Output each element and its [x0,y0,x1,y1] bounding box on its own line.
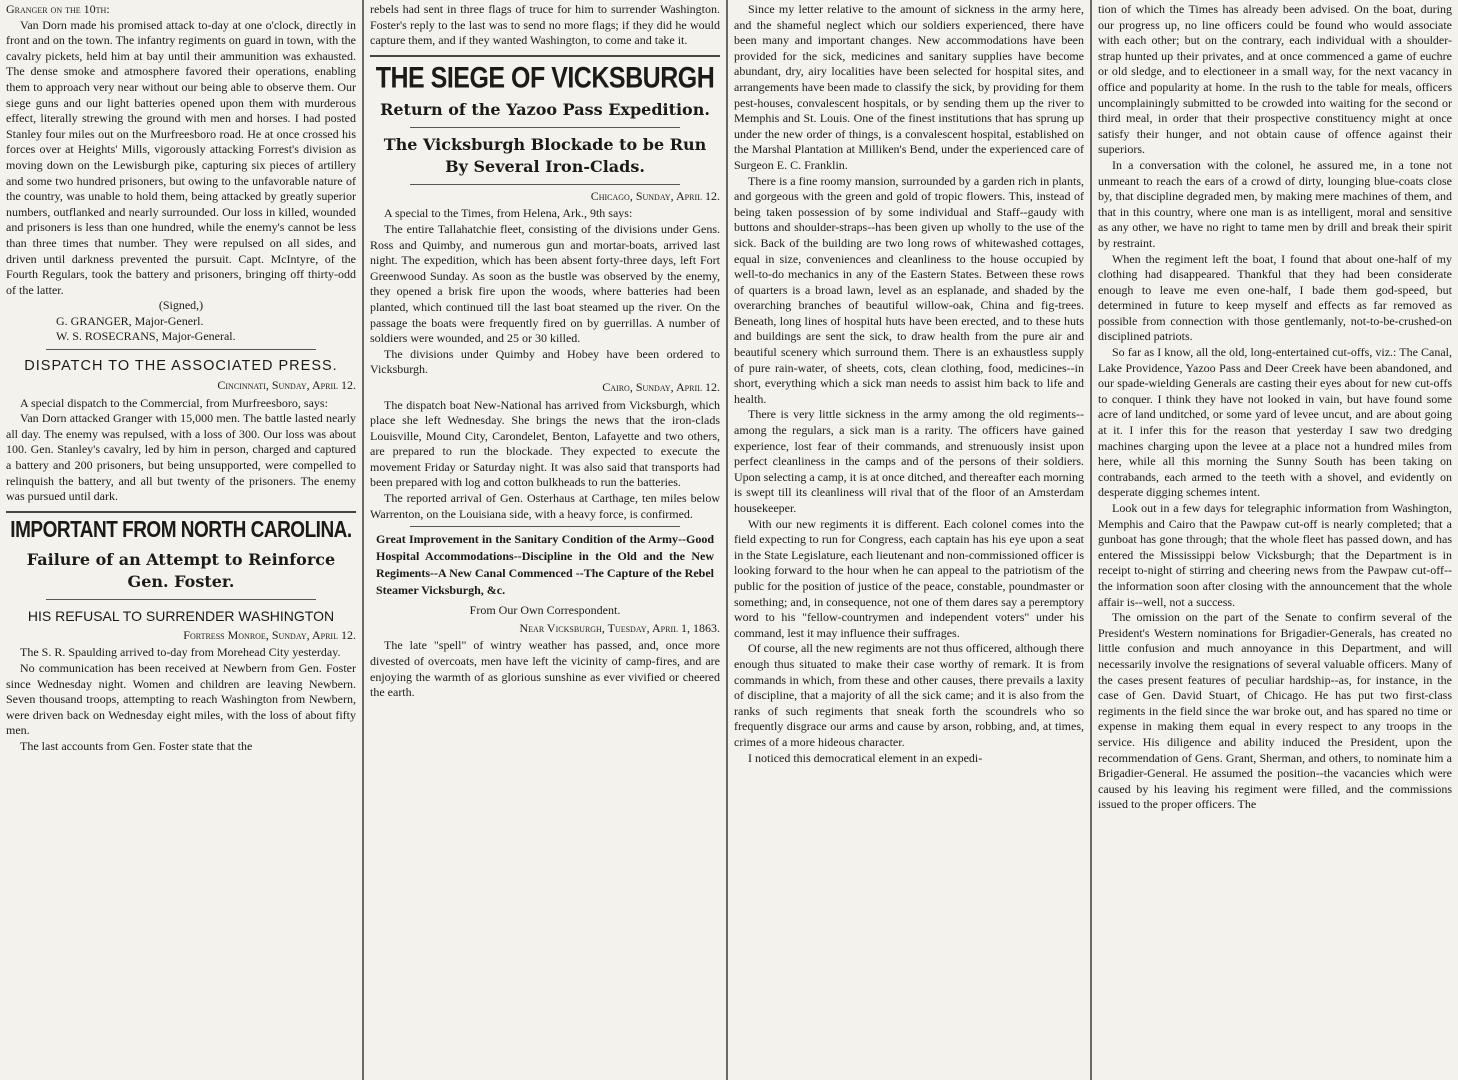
divider [6,511,356,513]
paragraph: With our new regiments it is different. Each colonel comes into the field expecting to run for Congress, each captain has his eye upon a seat in the State Legislature, each lieutenant and non-commissioned officer is looking forward to the hour when he can appeal to the patriotism of the public for the position of justice of the peace, constable, poundmaster or something; and, in consequence, not one of them dares say a peremptory word to his "fellow-countrymen and independent voters" under his command, lest it may influence their suffrages. [734,516,1084,640]
paragraph: So far as I know, all the old, long-entertained cut-offs, viz.: The Canal, Lake Providence, Yazoo Pass and Deer Creek have been abandoned, and our spade-wielding Generals are casting their eyes about for new cut-offs to conquer. I think they have not looked in vain, but have found some acre of land unditched, or some yard of levee uncut, and are about going at it. I infer this for the reason that yesterday I saw two dredging machines charging upon the levee at a place not a hundred miles from here, while all this morning the Sunny South has been taking on contrabands, each armed to the teeth with a shovel, and evidently on desperate digging schemes intent. [1098,345,1452,500]
subheadline-sanitary: Great Improvement in the Sanitary Condition of the Army--Good Hospital Accommodations--Discipline in the Old and the New Regiments--A New Canal Commenced --The Capture of the Rebel Steamer Vicksburgh, &c. [376,532,714,598]
paragraph: The reported arrival of Gen. Osterhaus at Carthage, ten miles below Warrenton, on the Louisiana side, with a heavy force, is confirmed. [370,491,720,521]
divider [46,349,316,350]
divider [410,526,680,527]
paragraph: A special dispatch to the Commercial, from Murfreesboro, says: [20,395,328,410]
paragraph: Van Dorn made his promised attack to-day at one o'clock, directly in front and on the town. The infantry regiments on guard in town, with the cavalry pickets, held him at bay until their ammunition was exhausted. The dense smoke and atmosphere favored their operations, enabling them to approach very near without our being able to observe them. Our siege guns and our light batteries opened upon them with murderous effect, literally strewing the ground with men and horses. I had posted Stanley four miles out on the Murfreesboro road. He at once crossed his forces over at Heights' Mills, vigorously attacking Forrest's division as moving down on the Lewisburgh pike, capturing six pieces of artillery and some two hundred prisoners, but owing to the unfavorable nature of the country, was unable to hold them, being attacked by greatly superior numbers, outflanked and nearly surrounded. Our loss in killed, wounded and prisoners is less than one hundred, while the enemy's cannot be less than three times that number. They were repulsed on all sides, and driven until darkness prevented the pursuit. Capt. McIntyre, of the Fourth Regulars, took the battery and prisoners, bringing off thirty-odd of the latter. [6,17,356,297]
paragraph: There is very little sickness in the army among the old regiments--among the regulars, a sick man is a rarity. The officers have gained experience, lost fear of their commands, and strenuously insist upon perfect cleanliness in the camps and of the persons of their soldiers. Upon selecting a camp, it is at once ditched, and thereafter each morning is swept till its cleanliness will rival that of the floor of an Amsterdam housekeeper. [734,407,1084,515]
paragraph: When the regiment left the boat, I found that about one-half of my clothing had disappeared. Thankful that they had been considerate enough to leave me even one-half, I bade them god-speed, but determined in future to keep myself and effects as far removed as possible from connection with those gentlemanly, not-to-be-crushed-on disciplined patriots. [1098,251,1452,344]
signed-note: (Signed,) [158,298,204,313]
paragraph: The late "spell" of wintry weather has passed, and, once more divested of overcoats, men have left the vicinity of camp-fires, and are enjoying the warmth of as glorious sunshine as ever vivified or cheered the earth. [370,638,720,700]
correspondent-line: From Our Own Correspondent. [469,603,621,618]
paragraph: The dispatch boat New-National has arrived from Vicksburgh, which place she left Wednesday. She brings the news that the iron-clads Louisville, Mound City, Carondelet, Benton, Lafayette and two others, are prepared to run the blockade. They expected to execute the movement Friday or Saturday night. It was also said that transports had been prepared with log and cotton bulkheads to run the batteries. [370,397,720,490]
dateline: Fortress Monroe, Sunday, April 12. [183,627,356,642]
paragraph: There is a fine roomy mansion, surrounded by a garden rich in plants, and gorgeous with the green and gold of tropic flowers. This, instead of being taken possession of by some individual and Staff--gaudy with buttons and shoulder-straps--has been given up wholly to the use of the sick. Back of the building are two long rows of whitewashed cottages, equal in size, conveniences and cleanliness to the house occupied by well-to-do mechanics in any of the Eastern States. Between these rows of quarters is a broad lawn, level as an esplanade, and shaded by the overarching branches of beautiful willow-oak, China and fig-trees. Beneath, long lines of hospital huts have been erected, and to these huts and buildings are sent the sick, to draw health from the pure air and beautiful scenery which surround them. There is an exhaustless supply of pure rain-water, of sheets, cots, clean clothing, food, medicines--in short, everything which a sick man needs to assist him back to life and health. [734,173,1084,406]
divider [410,184,680,185]
paragraph: rebels had sent in three flags of truce for him to surrender Washington. Foster's reply to the last was to send no more flags; if they did he would capture them, and if they wanted Washington, to come and take it. [370,2,720,48]
paragraph: The last accounts from Gen. Foster state that the [20,738,253,753]
paragraph: The divisions under Quimby and Hobey have been ordered to Vicksburgh. [370,346,720,377]
dateline: Cincinnati, Sunday, April 12. [217,378,356,393]
paragraph: The S. R. Spaulding arrived to-day from Morehead City yesterday. [20,645,341,660]
paragraph: tion of which the Times has already been advised. On the boat, during our progress up, no line officers could be found who would associate with each other; but on the contrary, each individual with a shoulder-strap hunted up their privates, and at once commenced a game of euchre or old sledge, and to electioneer in a small way, for the next vacancy in office and popularity at home. In the rush to the table for meals, officers uncomplainingly submitted to be crowded into waiting for the second or third meal, in order that their prospective constituency might at once satisfy their hunger, and not obtain cause of offence against their superiors. [1098,2,1452,157]
column-3 [728,0,1090,1080]
subheadline-failure: Failure of an Attempt to Reinforce Gen. Foster. [26,549,336,591]
paragraph: Since my letter relative to the amount of sickness in the army here, and the shameful neglect which our soldiers experienced, there have been many and important changes. New accommodations have been provided for the sick, medicines and sanitary supplies have become abundant, dry, airy localities have been selected for hospital sites, and arrangements have been made to classify the sick, by providing for them pest-houses, convalescent hospitals, or by sending them up the river to Memphis and St. Louis. One of the finest institutions that has sprung up under the new order of things, is a convalescent hospital, established on the Marshal Plantation at Milliken's Bend, under the experienced care of Surgeon E. C. Franklin. [734,2,1084,172]
headline-siege-of-vicksburgh: THE SIEGE OF VICKSBURGH [375,60,715,95]
paragraph: The omission on the part of the Senate to confirm several of the President's Western nominations for Brigadier-Generals, has created no little confusion and much annoyance in this Department, and will necessarily involve the resignations of several valuable officers. Many of the cases present features of peculiar hardship--as, for instance, in the case of Gen. David Stuart, of Chicago. He has put two first-class regiments in the field since the war broke out, and has spared no time or expense in making them equal in every respect to any troops in the service. His diligence and ability induced the President, upon the recommendation of Gens. Grant, Sherman, and others, to nominate him a Brigadier-General. He assumed the position--the vacancies which were caused by his leaving his regiment were filled, and the commissions issued to the proper officers. The [1098,610,1452,812]
paragraph: In a conversation with the colonel, he assured me, in a tone not unmeant to reach the ears of a crowd of dirty, lounging blue-coats close by, that discipline degraded men, by making mere machines of them, and that in this country, where one man is as intelligent, moral and sensitive as any other, we have no right to tame men by drill and break their spirit by restraint. [1098,157,1452,250]
headline-dispatch: DISPATCH TO THE ASSOCIATED PRESS. [24,358,338,375]
signature-granger: G. GRANGER, Major-Generl. [56,313,204,328]
dateline: Chicago, Sunday, April 12. [590,188,720,203]
paragraph: Van Dorn attacked Granger with 15,000 men. The battle lasted nearly all day. The enemy was repulsed, with a loss of 300. Our loss was about 100. Gen. Stanley's cavalry, led by him in person, charged and captured a battery and 200 prisoners, but being unsupported, were compelled to relinquish the battery, and all but twenty of the prisoners. The enemy was pursued until dark. [6,411,356,504]
subheadline-refusal: HIS REFUSAL TO SURRENDER WASHINGTON [27,607,335,624]
divider [370,55,720,57]
divider [46,599,316,600]
column-2 [364,0,726,1080]
subheadline-yazoo-pass: Return of the Yazoo Pass Expedition. [380,99,710,119]
divider [410,127,680,128]
column-1 [0,0,362,1080]
paragraph: Granger on the 10th: [6,2,110,16]
column-4 [1092,0,1458,1080]
subheadline-blockade: The Vicksburgh Blockade to be Run By Several Iron-Clads. [383,134,707,176]
dateline: Cairo, Sunday, April 12. [602,379,720,394]
paragraph: Of course, all the new regiments are not thus officered, although there enough thus situated to make their case worthy of remark. It is from commands in which, from these and other causes, there prevails a laxity of discipline, that a majority of all the sick came; and it is also from the ranks of such regiments that sneak forth the scoundrels who so frequently disgrace our arms and cause by arson, robbing, and, at times, crimes of a more hideous character. [734,641,1084,749]
signature-rosecrans: W. S. ROSECRANS, Major-General. [56,329,236,344]
dateline: Near Vicksburgh, Tuesday, April 1, 1863. [519,620,720,635]
paragraph: No communication has been received at Newbern from Gen. Foster since Wednesday night. Women and children are leaving Newbern. Seven thousand troops, attempting to reach Washington from Newbern, were driven back on Wednesday eight miles, with the loss of about fifty men. [6,661,356,738]
paragraph: I noticed this democratical element in an expedi- [748,750,983,765]
paragraph: Look out in a few days for telegraphic information from Washington, Memphis and Cairo that the Pawpaw cut-off is nearly completed; that a gunboat has gone through; that the whole fleet has passed down, and has entered the Mississippi below Vicksburgh; that the Department is in receipt to-night of stirring and cheering news from the Pawpaw cut-off--the information soon after closing with the announcement that the whole affair is--well, not a success. [1098,501,1452,609]
paragraph: A special to the Times, from Helena, Ark., 9th says: [384,206,633,221]
headline-north-carolina: IMPORTANT FROM NORTH CAROLINA. [10,517,352,543]
paragraph: The entire Tallahatchie fleet, consisting of the divisions under Gens. Ross and Quimby, and numerous gun and mortar-boats, arrived last night. The expedition, which has been absent forty-three days, left Fort Greenwood Sunday. As soon as the bustle was observed by the enemy, they opened a brisk fire upon the woods, where batteries had been planted, which continued till the last boat steamed up the river. On the passage the boats were frequently fired on by guerrillas. A number of soldiers were wounded, and 25 or 30 killed. [370,221,720,346]
